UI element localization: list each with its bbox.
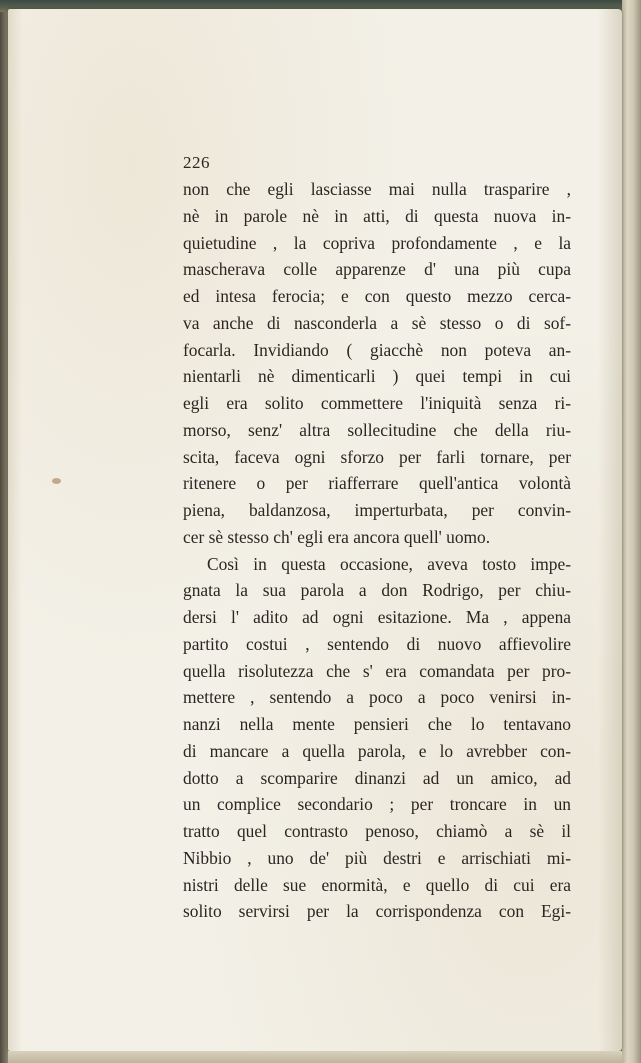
text-line: ed intesa ferocia; e con questo mezzo cerca- bbox=[183, 286, 571, 306]
text-line: di mancare a quella parola, e lo avrebber con- bbox=[183, 740, 571, 761]
text-block bbox=[183, 150, 571, 925]
text-line: solito servirsi per la corrispondenza con Egi- bbox=[183, 901, 571, 922]
page-number: 226 bbox=[183, 153, 210, 172]
text-line: morso, senz' altra sollecitudine che della riu- bbox=[183, 419, 571, 440]
text-line: mettere , sentendo a poco a poco venirsi in- bbox=[183, 687, 571, 708]
foxing-spot bbox=[52, 478, 61, 484]
text-line: dersi l' adito ad ogni esitazione. Ma , appena bbox=[183, 607, 571, 627]
page-stack-edge bbox=[622, 0, 641, 1063]
text-line: piena, baldanzosa, imperturbata, per convin- bbox=[183, 500, 571, 520]
text-line: nientarli nè dimenticarli ) quei tempi in cui bbox=[183, 366, 571, 387]
text-line: ritenere o per riafferrare quell'antica volontà bbox=[183, 473, 571, 494]
text-line: partito costui , sentendo di nuovo affievolire bbox=[183, 633, 571, 654]
text-line: cer sè stesso ch' egli era ancora quell' uomo. bbox=[183, 526, 491, 547]
paragraph-continued bbox=[183, 176, 571, 551]
text-line: va anche di nasconderla a sè stesso o di sof- bbox=[183, 312, 571, 333]
text-line: nè in parole nè in atti, di questa nuova in- bbox=[183, 205, 571, 226]
text-line: nanzi nella mente pensieri che lo tentavano bbox=[183, 714, 571, 734]
text-line: mascherava colle apparenze d' una più cupa bbox=[183, 259, 571, 280]
text-line: Nibbio , uno de' più destri e arrischiati mi- bbox=[183, 847, 571, 868]
text-line: tratto quel contrasto penoso, chiamò a sè il bbox=[183, 821, 571, 841]
text-line: quietudine , la copriva profondamente , e la bbox=[183, 232, 571, 253]
text-line: quella risolutezza che s' era comandata per pro- bbox=[183, 660, 571, 681]
text-line: egli era solito commettere l'iniquità senza ri- bbox=[183, 393, 571, 413]
text-line: scita, faceva ogni sforzo per farli tornare, per bbox=[183, 446, 571, 467]
text-line: dotto a scomparire dinanzi ad un amico, ad bbox=[183, 767, 571, 788]
text-line: un complice secondario ; per troncare in un bbox=[183, 794, 571, 815]
text-line: focarla. Invidiando ( giacchè non poteva an- bbox=[183, 339, 571, 360]
text-line: Così in questa occasione, aveva tosto impe- bbox=[207, 553, 571, 574]
paragraph bbox=[183, 551, 571, 926]
text-line: nistri delle sue enormità, e quello di cui era bbox=[183, 874, 571, 895]
page-bottom-edge bbox=[8, 1051, 622, 1063]
text-line: gnata la sua parola a don Rodrigo, per chiu- bbox=[183, 580, 571, 601]
text-line: non che egli lasciasse mai nulla trasparire , bbox=[183, 179, 571, 199]
